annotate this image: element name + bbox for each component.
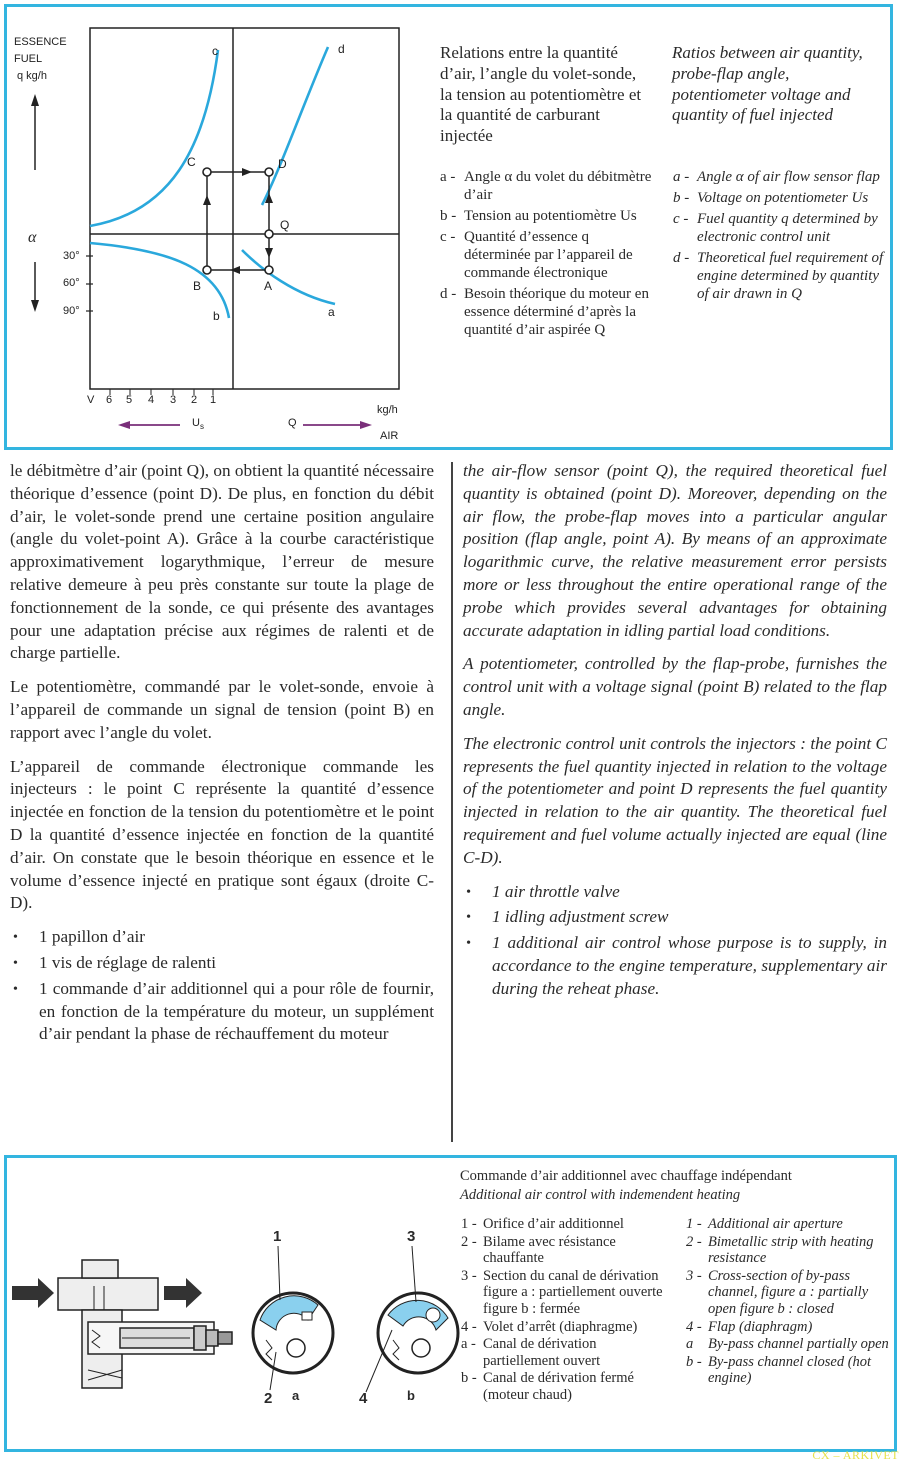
curve-c-label: c: [212, 44, 218, 58]
fr-paragraph-1: le débitmètre d’air (point Q), on obtient la quantité nécessaire théorique d’essence (point D). De plus, en fonction du débit d’air, le volet-sonde prend une certaine position angulaire (angle du volet-point A). Grâce à la courbe caractéristique approximativement logarythmique, l’erreur de mesure relative demeure à peu près constante sur toute la plage de fonctionnement de la sonde, ce qui présente des avantages pour une adaptation précise aux régimes de ralenti et de charge partielle.: [10, 461, 434, 663]
air-valve-illustration: [8, 1230, 460, 1420]
air-label: AIR: [380, 430, 399, 442]
point-c-marker: [203, 168, 211, 176]
point-d-marker: [265, 168, 273, 176]
x-tick-v: V: [87, 394, 95, 406]
en-bullet-list: [463, 881, 887, 1001]
leader-1: [278, 1246, 280, 1300]
arrow-left-ab: [230, 266, 240, 274]
fr-bullet-item: • 1 papillon d’air: [10, 926, 434, 949]
curve-b-label: b: [213, 309, 220, 323]
point-d-label: D: [278, 157, 287, 171]
body-column-fr: [10, 460, 434, 1049]
curve-a: [242, 250, 335, 304]
disc-a: [253, 1293, 333, 1373]
angle-30-label: 30°: [63, 250, 80, 262]
fig-label-4: 4: [359, 1390, 368, 1407]
x-tick-1: 1: [210, 394, 217, 406]
inflow-arrow-body: [12, 1286, 38, 1300]
en-bullet-item: • 1 idling adjustment screw: [463, 906, 887, 929]
fig-label-1: 1: [273, 1228, 282, 1245]
us-arrow-head: [118, 421, 130, 429]
x-tick-5: 5: [126, 394, 133, 406]
en-paragraph-3: The electronic control unit controls the injectors : the point C represents the fuel quantity injected in relation to the voltage of the potentiometer and point D represents the fuel quantity injected in relation to the air quantity. The theoretical fuel requirement and fuel volume actually injected are equal (line C-D).: [463, 733, 887, 867]
point-c-label: C: [187, 155, 196, 169]
bottom-title-fr: Commande d’air additionnel avec chauffage indépendant: [460, 1168, 792, 1184]
top-legend-en: a - Angle α of air flow sensor flap b - Voltage on potentiometer Us c - Fuel quantity q determined by electronic control unit d - Theoretical fuel requirement of engine determined by quantity of air drawn in Q: [673, 169, 884, 302]
fuel-up-arrow-head: [31, 94, 39, 106]
x-tick-4: 4: [148, 394, 155, 406]
angle-90-label: 90°: [63, 305, 80, 317]
top-title-en: Ratios between air quantity, probe-flap angle, potentiometer voltage and quantity of fuel injected: [672, 43, 863, 125]
fig-label-2: 2: [264, 1390, 273, 1407]
us-label: $U_s$: [192, 417, 204, 432]
fr-paragraph-2: Le potentiomètre, commandé par le volet-sonde, envoie à l’appareil de commande un signal de tension (point B) en rapport avec l’angle du volet.: [10, 677, 434, 742]
en-paragraph-2: A potentiometer, controlled by the flap-probe, furnishes the control unit with a voltage signal (point B) related to the flap angle.: [463, 654, 887, 719]
alpha-down-arrow-head: [31, 300, 39, 312]
disc-b: [378, 1293, 458, 1373]
fr-bullet-item: • 1 vis de réglage de ralenti: [10, 952, 434, 975]
fig-label-b: b: [407, 1388, 415, 1403]
top-title-fr: Relations entre la quantité d’air, l’angle du volet-sonde, la tension au potentiomètre et la quantité de carburant injectée: [440, 43, 642, 146]
arrow-down-qa: [265, 248, 273, 258]
angle-60-label: 60°: [63, 277, 80, 289]
valve-body: [58, 1260, 232, 1388]
footer-watermark: CX – ARKIVET: [812, 1448, 899, 1462]
inflow-arrow-head: [38, 1278, 54, 1308]
alpha-label: α: [28, 229, 37, 246]
arrow-up-bc: [203, 195, 211, 205]
fr-bullet-item: • 1 commande d’air additionnel qui a pour rôle de fournir, en fonction de la température du moteur, un supplément d’air pendant la phase de réchauffement du moteur: [10, 978, 434, 1046]
outflow-arrow-head: [186, 1278, 202, 1308]
body-column-en: [463, 460, 887, 1004]
top-legend-fr: a - Angle α du volet du débitmètre d’air b - Tension au potentiomètre Us c - Quantité d’essence q déterminée par l’appareil de commande électronique d - Besoin théorique du moteur en essence déterminé d’après la quantité d’air aspirée Q: [440, 169, 652, 338]
curve-c: [90, 50, 218, 226]
bottom-legend-en: 1 - Additional air aperture 2 - Bimetallic strip with heating resistance 3 - Cross-section of by-pass channel, figure a : partially open figure b : closed 4 - Flap (diaphragm) a By-pass channel partially open b - By-pass channel closed (hot engine): [686, 1216, 889, 1387]
en-bullet-item: • 1 air throttle valve: [463, 881, 887, 904]
column-divider: [451, 462, 453, 1142]
bottom-title-en: Additional air control with indemendent heating: [460, 1187, 741, 1203]
x-tick-3: 3: [170, 394, 177, 406]
point-a-marker: [265, 266, 273, 274]
fig-label-a: a: [292, 1388, 300, 1403]
q-arrow-head: [360, 421, 372, 429]
point-b-marker: [203, 266, 211, 274]
q-axis-label: Q: [288, 417, 297, 429]
fr-bullet-list: [10, 926, 434, 1046]
x-tick-2: 2: [191, 394, 198, 406]
y-label-essence: ESSENCE: [14, 36, 67, 48]
curve-a-label: a: [328, 305, 335, 319]
fr-paragraph-3: L’appareil de commande électronique commande les injecteurs : le point C représente la quantité d’essence injectée en fonction de la tension du potentiomètre et le point D la quantité d’essence injectée en fonction de la quantité d’air. On constate que le besoin théorique en essence et le volume d’essence injecté en pratique sont égaux (droite C-D).: [10, 756, 434, 913]
flow-graph: [0, 0, 440, 450]
en-bullet-item: • 1 additional air control whose purpose is to supply, in accordance to the engine temperature, supplementary air during the reheat phase.: [463, 932, 887, 1000]
point-b-label: B: [193, 279, 202, 293]
y-label-unit: q kg/h: [17, 70, 47, 82]
outflow-arrow-body: [164, 1286, 186, 1300]
en-paragraph-1: the air-flow sensor (point Q), the required theoretical fuel quantity is obtained (point D). Moreover, depending on the air flow, the probe-flap moves into a particular angular position (flap angle, point A). By means of an approximate logarithmic curve, the relative measurement error persists more or less throughout the entire operational range of the probe which provides several advantages for obtaining accurate adaptation in idling partial load conditions.: [463, 461, 887, 640]
curve-b: [90, 243, 229, 318]
curve-d-label: d: [338, 42, 345, 56]
curve-d: [262, 47, 328, 205]
point-q-marker: [265, 230, 273, 238]
point-a-label: A: [264, 279, 273, 293]
bottom-legend-fr: 1 - Orifice d’air additionnel 2 - Bilame avec résistance chauffante 3 - Section du canal de dérivation figure a : partiellement ouverte figure b : fermée 4 - Volet d’arrêt (diaphragme) a - Canal de dérivation partiellement ouvert b - Canal de dérivation fermé (moteur chaud): [461, 1216, 663, 1403]
point-q-label: Q: [280, 218, 290, 232]
x-unit-label: kg/h: [377, 404, 398, 416]
arrow-right-cd: [242, 168, 252, 176]
fig-label-3: 3: [407, 1228, 416, 1245]
y-label-fuel: FUEL: [14, 53, 43, 65]
x-tick-6: 6: [106, 394, 113, 406]
